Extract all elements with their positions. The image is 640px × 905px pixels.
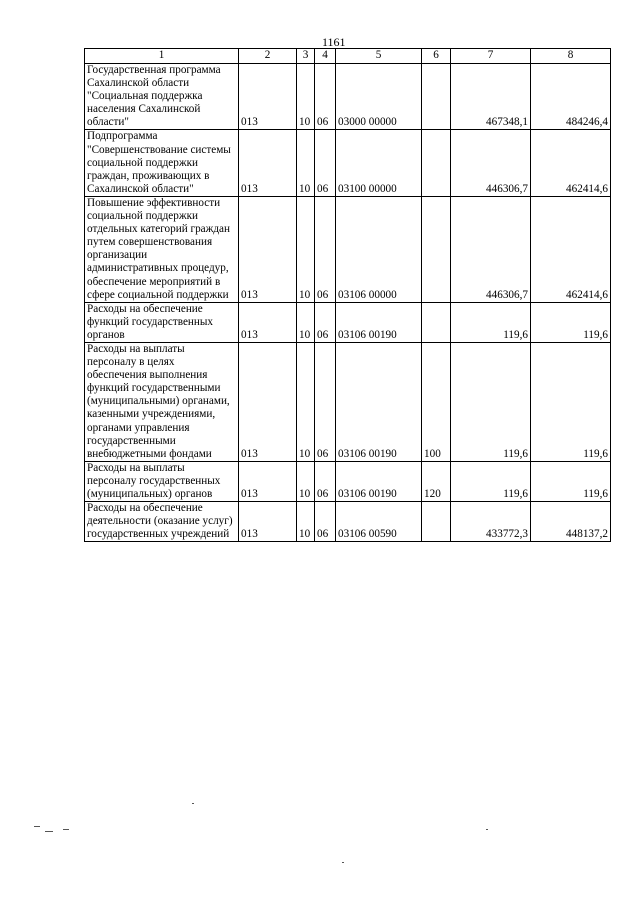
table-row xyxy=(85,302,611,342)
section-code: 10 xyxy=(297,64,315,130)
section-code: 10 xyxy=(297,461,315,501)
section-code: 10 xyxy=(297,196,315,302)
expense-type xyxy=(422,502,451,542)
column-header: 3 xyxy=(297,49,315,64)
page-number: 1161 xyxy=(322,35,346,49)
amount-year-1: 433772,3 xyxy=(451,502,531,542)
section-code: 10 xyxy=(297,130,315,196)
subsection-code: 06 xyxy=(315,502,336,542)
target-code: 03106 00190 xyxy=(336,461,422,501)
row-name: Расходы на выплаты персоналу в целях обеспечения выполнения функций государственными (муниципальными) органами, казенными учреждениями, органами управления государственными внебюджетными фондами xyxy=(85,342,239,461)
target-code: 03000 00000 xyxy=(336,64,422,130)
amount-year-2: 484246,4 xyxy=(531,64,611,130)
scan-speck xyxy=(45,831,53,832)
ministry-code: 013 xyxy=(239,342,297,461)
target-code: 03106 00590 xyxy=(336,502,422,542)
column-header: 1 xyxy=(85,49,239,64)
table-row xyxy=(85,502,611,542)
row-name: Расходы на выплаты персоналу государственных (муниципальных) органов xyxy=(85,461,239,501)
amount-year-1: 446306,7 xyxy=(451,130,531,196)
amount-year-2: 448137,2 xyxy=(531,502,611,542)
row-name: Подпрограмма "Совершенствование системы социальной поддержки граждан, проживающих в Сахалинской области" xyxy=(85,130,239,196)
amount-year-2: 119,6 xyxy=(531,302,611,342)
table-row xyxy=(85,130,611,196)
table-row xyxy=(85,342,611,461)
section-code: 10 xyxy=(297,342,315,461)
amount-year-2: 119,6 xyxy=(531,342,611,461)
target-code: 03106 00190 xyxy=(336,342,422,461)
scan-speck xyxy=(34,826,40,827)
header-row xyxy=(85,49,611,64)
column-header: 8 xyxy=(531,49,611,64)
amount-year-1: 446306,7 xyxy=(451,196,531,302)
ministry-code: 013 xyxy=(239,130,297,196)
column-header: 6 xyxy=(422,49,451,64)
target-code: 03106 00000 xyxy=(336,196,422,302)
amount-year-1: 119,6 xyxy=(451,342,531,461)
amount-year-2: 119,6 xyxy=(531,461,611,501)
row-name: Повышение эффективности социальной поддержки отдельных категорий граждан путем совершенствования организации административных процедур, обеспечение мероприятий в сфере социальной поддержки xyxy=(85,196,239,302)
ministry-code: 013 xyxy=(239,64,297,130)
subsection-code: 06 xyxy=(315,302,336,342)
subsection-code: 06 xyxy=(315,64,336,130)
target-code: 03100 00000 xyxy=(336,130,422,196)
expense-type xyxy=(422,302,451,342)
scan-speck xyxy=(486,829,488,830)
row-name: Государственная программа Сахалинской области "Социальная поддержка населения Сахалинской области" xyxy=(85,64,239,130)
scan-speck xyxy=(192,803,194,804)
table-row xyxy=(85,461,611,501)
budget-table xyxy=(84,48,611,542)
subsection-code: 06 xyxy=(315,342,336,461)
expense-type xyxy=(422,64,451,130)
column-header: 4 xyxy=(315,49,336,64)
expense-type: 100 xyxy=(422,342,451,461)
table-row xyxy=(85,64,611,130)
column-header: 5 xyxy=(336,49,422,64)
ministry-code: 013 xyxy=(239,302,297,342)
amount-year-2: 462414,6 xyxy=(531,130,611,196)
subsection-code: 06 xyxy=(315,196,336,302)
ministry-code: 013 xyxy=(239,461,297,501)
ministry-code: 013 xyxy=(239,196,297,302)
column-header: 7 xyxy=(451,49,531,64)
section-code: 10 xyxy=(297,302,315,342)
scan-speck xyxy=(342,862,344,863)
expense-type xyxy=(422,130,451,196)
target-code: 03106 00190 xyxy=(336,302,422,342)
expense-type: 120 xyxy=(422,461,451,501)
amount-year-1: 467348,1 xyxy=(451,64,531,130)
scan-speck xyxy=(63,829,69,830)
ministry-code: 013 xyxy=(239,502,297,542)
row-name: Расходы на обеспечение функций государственных органов xyxy=(85,302,239,342)
subsection-code: 06 xyxy=(315,130,336,196)
column-header: 2 xyxy=(239,49,297,64)
section-code: 10 xyxy=(297,502,315,542)
subsection-code: 06 xyxy=(315,461,336,501)
amount-year-1: 119,6 xyxy=(451,302,531,342)
expense-type xyxy=(422,196,451,302)
table-row xyxy=(85,196,611,302)
amount-year-2: 462414,6 xyxy=(531,196,611,302)
amount-year-1: 119,6 xyxy=(451,461,531,501)
row-name: Расходы на обеспечение деятельности (оказание услуг) государственных учреждений xyxy=(85,502,239,542)
